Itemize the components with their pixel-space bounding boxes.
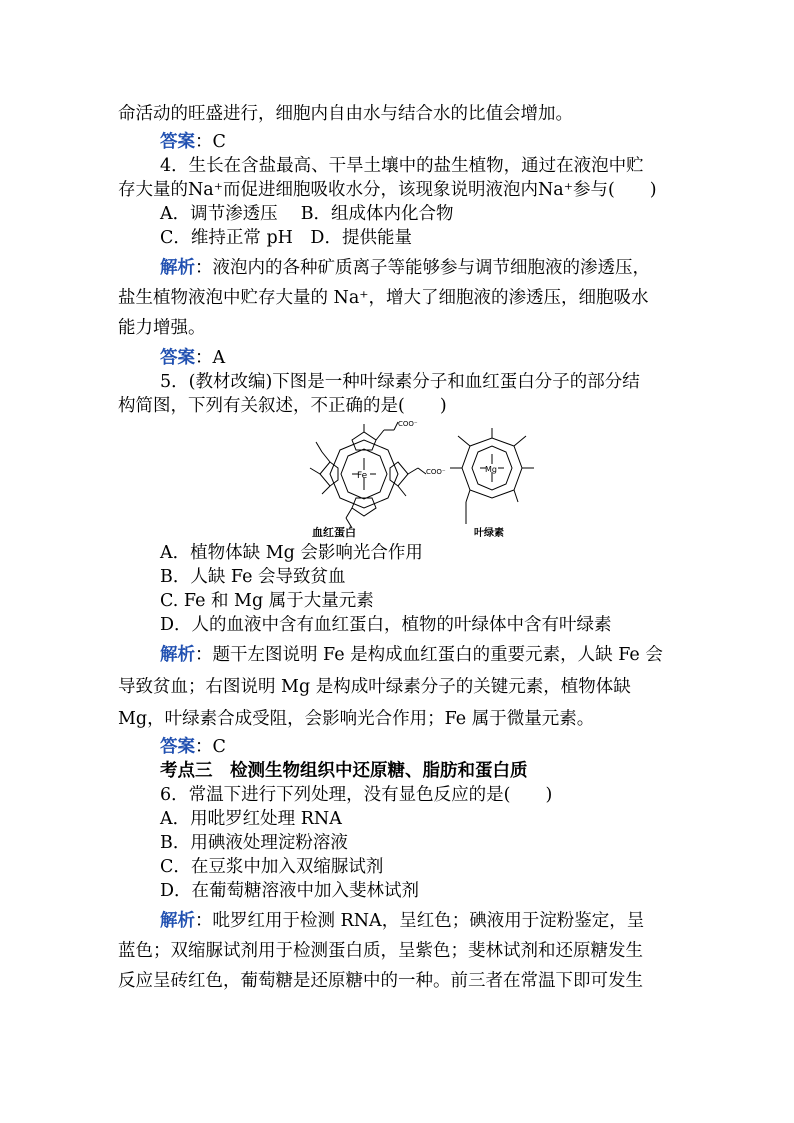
answer-value: ：C <box>195 132 226 152</box>
question-4-line-1: 4．生长在含盐最高、干旱土壤中的盐生植物，通过在液泡中贮 <box>160 156 644 176</box>
explanation-text: ：题干左图说明 Fe 是构成血红蛋白的重要元素，人缺 Fe 会 <box>195 645 663 665</box>
question-6-line-1: 6．常温下进行下列处理，没有显色反应的是( ) <box>160 785 553 805</box>
question-5-option-c: C. Fe 和 Mg 属于大量元素 <box>160 591 374 611</box>
explanation-6-line-3: 反应呈砖红色，葡萄糖是还原糖中的一种。前三者在常温下即可发生 <box>118 971 643 991</box>
question-5-line-1: 5．(教材改编)下图是一种叶绿素分子和血红蛋白分子的部分结 <box>160 372 640 392</box>
chlorophyll-structure <box>450 428 534 524</box>
question-5-option-b: B．人缺 Fe 会导致贫血 <box>160 567 346 587</box>
explanation-4-line-2: 盐生植物液泡中贮存大量的 Na⁺，增大了细胞液的渗透压，细胞吸水 <box>118 288 649 308</box>
explanation-text: ：液泡内的各种矿质离子等能够参与调节细胞液的渗透压， <box>195 258 650 278</box>
heme-caption: 血红蛋白 <box>312 526 356 539</box>
explanation-5-line-2: 导致贫血；右图说明 Mg 是构成叶绿素分子的关键元素，植物体缺 <box>118 677 631 697</box>
coo-label-top: COO⁻ <box>398 420 418 428</box>
question-6-option-d: D．在葡萄糖溶液中加入斐林试剂 <box>160 881 420 901</box>
question-4-options-ab: A．调节渗透压 B．组成体内化合物 <box>160 204 454 224</box>
explanation-4-line-3: 能力增强。 <box>118 318 206 338</box>
question-6-option-b: B．用碘液处理淀粉溶液 <box>160 833 348 853</box>
explanation-text: ：吡罗红用于检测 RNA，呈红色；碘液用于淀粉鉴定，呈 <box>195 911 645 931</box>
answer-value: ：A <box>195 348 226 368</box>
question-4-line-2: 存大量的Na⁺而促进细胞吸收水分，该现象说明液泡内Na⁺参与( ) <box>118 180 657 200</box>
explanation-label: 解析 <box>160 645 195 665</box>
structure-diagram <box>282 418 542 540</box>
molecule-figure <box>282 418 542 540</box>
chlorophyll-center-label: Mg <box>485 465 497 474</box>
question-6-option-c: C．在豆浆中加入双缩脲试剂 <box>160 857 384 877</box>
answer-value: ：C <box>195 737 226 757</box>
answer-line <box>160 735 226 759</box>
heme-structure <box>310 422 426 528</box>
question-5-option-a: A．植物体缺 Mg 会影响光合作用 <box>160 543 423 563</box>
answer-line <box>160 130 226 154</box>
answer-label: 答案 <box>160 737 195 757</box>
text-line: 命活动的旺盛进行，细胞内自由水与结合水的比值会增加。 <box>118 104 573 124</box>
section-heading: 考点三 检测生物组织中还原糖、脂肪和蛋白质 <box>160 761 528 781</box>
explanation-6-line-2: 蓝色；双缩脲试剂用于检测蛋白质，呈紫色；斐林试剂和还原糖发生 <box>118 941 643 961</box>
answer-line <box>160 346 225 370</box>
question-5-option-d: D．人的血液中含有血红蛋白，植物的叶绿体中含有叶绿素 <box>160 615 612 635</box>
chlorophyll-caption: 叶绿素 <box>474 528 504 539</box>
explanation-label: 解析 <box>160 911 195 931</box>
explanation-5-line-3: Mg，叶绿素合成受阻，会影响光合作用；Fe 属于微量元素。 <box>118 709 595 729</box>
explanation-4-line-1 <box>160 256 650 280</box>
question-6-option-a: A．用吡罗红处理 RNA <box>160 809 342 829</box>
explanation-6-line-1 <box>160 909 644 933</box>
answer-label: 答案 <box>160 132 195 152</box>
question-5-line-2: 构简图，下列有关叙述，不正确的是( ) <box>118 396 447 416</box>
heme-center-label: Fe <box>357 471 368 481</box>
question-4-options-cd: C．维持正常 pH D．提供能量 <box>160 228 412 248</box>
answer-label: 答案 <box>160 348 195 368</box>
coo-label-right: COO⁻ <box>426 468 446 476</box>
explanation-5-line-1 <box>160 643 663 667</box>
explanation-label: 解析 <box>160 258 195 278</box>
